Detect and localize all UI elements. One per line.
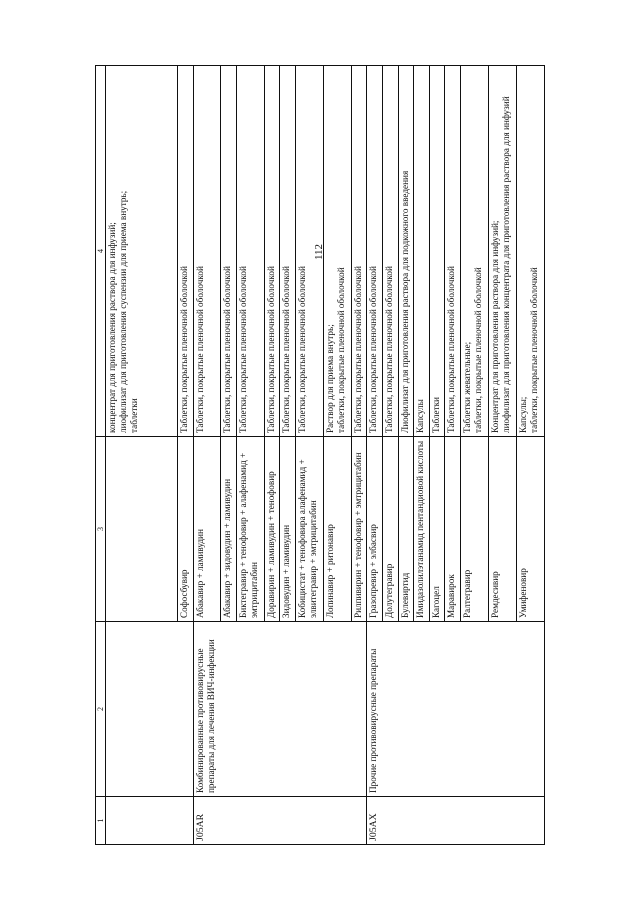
drug-cell — [106, 437, 178, 622]
form-cell: Таблетки, покрытые пленочной оболочкой — [236, 66, 264, 437]
drug-table — [95, 65, 545, 845]
header-col-1: 1 — [96, 797, 106, 845]
form-line: таблетки — [129, 398, 140, 433]
drug-cell: Кагоцел — [429, 437, 445, 622]
code-cell — [351, 797, 367, 845]
header-col-4: 4 — [96, 66, 106, 437]
group-cell: Комбинированные противовирусные препараты для лечения ВИЧ-инфекции — [193, 622, 220, 797]
form-cell — [516, 66, 544, 437]
group-cell — [178, 622, 194, 797]
header-row — [96, 66, 106, 845]
drug-cell: Ремдесивир — [489, 437, 517, 622]
drug-cell: Абакавир + зидовудин + ламивудин — [221, 437, 237, 622]
form-line: Раствор для приема внутрь; — [324, 324, 335, 433]
table-row — [367, 66, 383, 845]
drug-cell: Ралтегравир — [461, 437, 489, 622]
drug-cell: Маравирок — [445, 437, 461, 622]
table-row — [221, 66, 237, 845]
form-line: лиофилизат для приготовления суспензии для приема внутрь; — [118, 190, 129, 433]
drug-cell: Имидазолилэтанамид пентандиовой кислоты — [414, 437, 430, 622]
form-cell: Капсулы — [414, 66, 430, 437]
form-line: Капсулы; — [517, 396, 528, 433]
drug-cell: Зидовудин + ламивудин — [280, 437, 296, 622]
form-line: лиофилизат для приготовления концентрата для приготовления раствора для инфузий — [501, 96, 512, 433]
form-cell: Таблетки, покрытые пленочной оболочкой — [264, 66, 280, 437]
rotated-page-area — [95, 65, 545, 845]
table-row — [323, 66, 351, 845]
group-cell — [323, 622, 351, 797]
code-cell — [398, 797, 414, 845]
form-cell: Таблетки — [429, 66, 445, 437]
page-number: 112 — [313, 243, 326, 261]
drug-cell: Гразопревир + элбасвир — [367, 437, 383, 622]
drug-cell: Умифеновир — [516, 437, 544, 622]
form-cell — [489, 66, 517, 437]
group-cell — [516, 622, 544, 797]
form-cell — [461, 66, 489, 437]
drug-cell: Биктегравир + тенофовир + алафенамид + эмтрицитабин — [236, 437, 264, 622]
form-line: Таблетки жевательные; — [462, 341, 473, 433]
group-cell — [236, 622, 264, 797]
table-row — [280, 66, 296, 845]
table-row — [429, 66, 445, 845]
code-cell — [280, 797, 296, 845]
form-cell: Таблетки, покрытые пленочной оболочкой — [178, 66, 194, 437]
group-cell — [445, 622, 461, 797]
table-row — [106, 66, 178, 845]
drug-cell: Долутегравир — [382, 437, 398, 622]
form-cell: Лиофилизат для приготовления раствора для подкожного введения — [398, 66, 414, 437]
drug-cell: Рилпивирин + тенофовир + эмтрицитабин — [351, 437, 367, 622]
form-line: Концентрат для приготовления раствора для инфузий; — [490, 220, 501, 433]
code-cell — [445, 797, 461, 845]
code-cell — [382, 797, 398, 845]
table-row — [264, 66, 280, 845]
code-cell — [106, 797, 178, 845]
table-row — [398, 66, 414, 845]
code-cell — [178, 797, 194, 845]
table-row — [178, 66, 194, 845]
group-cell — [489, 622, 517, 797]
code-cell — [429, 797, 445, 845]
drug-cell: Абакавир + ламивудин — [193, 437, 220, 622]
group-cell — [414, 622, 430, 797]
table-row — [445, 66, 461, 845]
drug-cell: Софосбувир — [178, 437, 194, 622]
table-row — [236, 66, 264, 845]
group-cell — [461, 622, 489, 797]
form-cell — [323, 66, 351, 437]
header-col-3: 3 — [96, 437, 106, 622]
code-cell — [295, 797, 323, 845]
code-cell — [221, 797, 237, 845]
group-cell — [398, 622, 414, 797]
form-cell: Таблетки, покрытые пленочной оболочкой — [445, 66, 461, 437]
group-cell — [351, 622, 367, 797]
group-cell — [280, 622, 296, 797]
table-row — [489, 66, 517, 845]
code-cell — [236, 797, 264, 845]
form-line: концентрат для приготовления раствора для инфузий; — [107, 222, 117, 433]
atc-code-cell: J05AR — [193, 797, 220, 845]
form-cell — [106, 66, 178, 437]
table-row — [414, 66, 430, 845]
form-cell: Таблетки, покрытые пленочной оболочкой — [295, 66, 323, 437]
code-cell — [414, 797, 430, 845]
drug-cell: Доравирин + ламивудин + тенофовир — [264, 437, 280, 622]
group-cell — [382, 622, 398, 797]
table-row — [516, 66, 544, 845]
form-cell: Таблетки, покрытые пленочной оболочкой — [382, 66, 398, 437]
drug-cell: Кобицистат + тенофовира алафенамид + элвитегравир + эмтрицитабин — [295, 437, 323, 622]
table-row — [295, 66, 323, 845]
table-row — [461, 66, 489, 845]
group-cell — [221, 622, 237, 797]
header-col-2: 2 — [96, 622, 106, 797]
form-line: таблетки, покрытые пленочной оболочкой — [473, 267, 484, 433]
drug-cell: Булевиртид — [398, 437, 414, 622]
form-line: таблетки, покрытые пленочной оболочкой — [529, 267, 540, 433]
atc-code-cell: J05AX — [367, 797, 383, 845]
drug-table-container — [95, 65, 545, 845]
form-line: таблетки, покрытые пленочной оболочкой — [335, 267, 346, 433]
group-cell — [106, 622, 178, 797]
form-cell: Таблетки, покрытые пленочной оболочкой — [351, 66, 367, 437]
code-cell — [264, 797, 280, 845]
group-cell: Прочие противовирусные препараты — [367, 622, 383, 797]
code-cell — [323, 797, 351, 845]
code-cell — [489, 797, 517, 845]
group-cell — [264, 622, 280, 797]
drug-cell: Лопинавир + ритонавир — [323, 437, 351, 622]
form-cell: Таблетки, покрытые пленочной оболочкой — [221, 66, 237, 437]
form-cell: Таблетки, покрытые пленочной оболочкой — [193, 66, 220, 437]
table-row — [351, 66, 367, 845]
group-cell — [295, 622, 323, 797]
code-cell — [516, 797, 544, 845]
table-row — [193, 66, 220, 845]
code-cell — [461, 797, 489, 845]
table-row — [382, 66, 398, 845]
form-cell: Таблетки, покрытые пленочной оболочкой — [280, 66, 296, 437]
group-cell — [429, 622, 445, 797]
form-cell: Таблетки, покрытые пленочной оболочкой — [367, 66, 383, 437]
